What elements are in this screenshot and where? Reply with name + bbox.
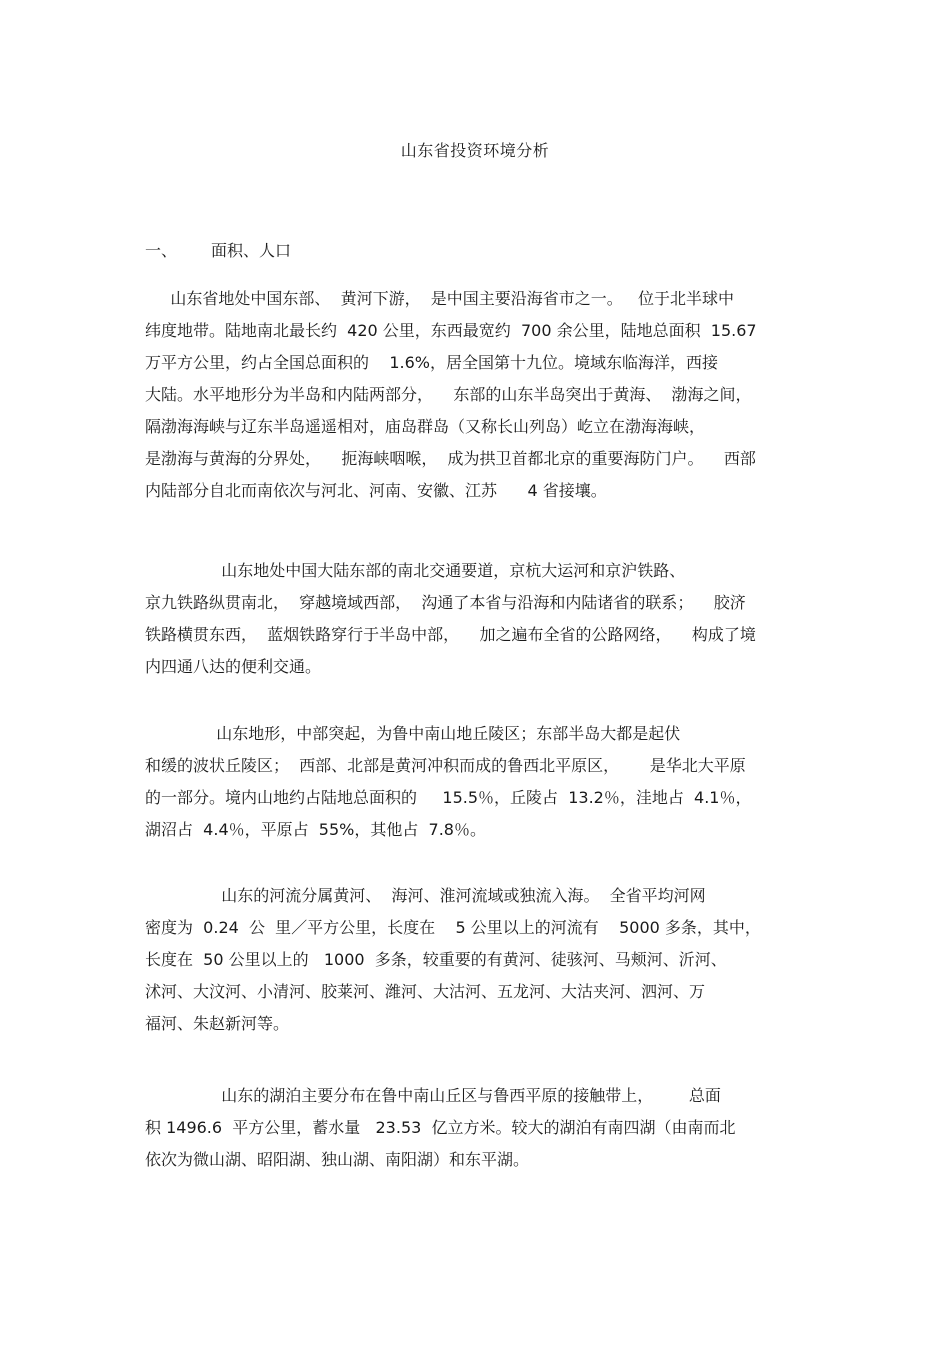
paragraph-line: 积 1496.6 平方公里，蓄水量 23.53 亿立方米。较大的湖泊有南四湖（由南而北 <box>145 1118 736 1137</box>
paragraph-line: 湖沼占 4.4％，平原占 55%，其他占 7.8％。 <box>145 820 486 839</box>
paragraph-line: 万平方公里，约占全国总面积的 1.6%，居全国第十九位。境域东临海洋，西接 <box>145 353 718 372</box>
page-title: 山东省投资环境分析 <box>400 141 550 160</box>
paragraph-line: 沭河、大汶河、小清河、胶莱河、潍河、大沽河、五龙河、大沽夹河、泗河、万 <box>145 982 706 1001</box>
paragraph-line: 的一部分。境内山地约占陆地总面积的 15.5％，丘陵占 13.2％，洼地占 4.1％， <box>145 788 752 807</box>
paragraph-line: 是渤海与黄海的分界处， 扼海峡咽喉， 成为拱卫首都北京的重要海防门户。 西部 <box>145 449 756 468</box>
paragraph-line: 山东地形，中部突起，为鲁中南山地丘陵区；东部半岛大都是起伏 <box>145 724 681 743</box>
paragraph-line: 纬度地带。陆地南北最长约 420 公里，东西最宽约 700 余公里，陆地总面积 15.67 <box>145 321 757 340</box>
section-title: 面积、人口 <box>211 241 292 260</box>
paragraph-line: 铁路横贯东西， 蓝烟铁路穿行于半岛中部， 加之遍布全省的公路网络， 构成了境 <box>145 625 756 644</box>
paragraph-line: 密度为 0.24 公 里／平方公里，长度在 5 公里以上的河流有 5000 多条，其中， <box>145 918 761 937</box>
section-heading <box>145 238 291 261</box>
paragraph-line: 和缓的波状丘陵区； 西部、北部是黄河冲积而成的鲁西北平原区， 是华北大平原 <box>145 756 746 775</box>
paragraph-line: 山东地处中国大陆东部的南北交通要道，京杭大运河和京沪铁路、 <box>145 561 686 580</box>
section-number: 一、 <box>145 241 178 260</box>
paragraph-line: 山东的湖泊主要分布在鲁中南山丘区与鲁西平原的接触带上， 总面 <box>145 1086 721 1105</box>
paragraph-transport <box>145 555 810 683</box>
paragraph-rivers <box>145 880 810 1040</box>
paragraph-line: 依次为微山湖、昭阳湖、独山湖、南阳湖）和东平湖。 <box>145 1150 530 1169</box>
paragraph-line: 大陆。水平地形分为半岛和内陆两部分， 东部的山东半岛突出于黄海、 渤海之间， <box>145 385 752 404</box>
paragraph-line: 山东省地处中国东部、 黄河下游， 是中国主要沿海省市之一。 位于北半球中 <box>145 289 735 308</box>
paragraph-line: 京九铁路纵贯南北， 穿越境域西部， 沟通了本省与沿海和内陆诸省的联系； 胶济 <box>145 593 746 612</box>
paragraph-line: 山东的河流分属黄河、 海河、淮河流域或独流入海。 全省平均河网 <box>145 886 706 905</box>
paragraph-line: 长度在 50 公里以上的 1000 多条，较重要的有黄河、徒骇河、马颊河、沂河、 <box>145 950 727 969</box>
paragraph-lakes <box>145 1080 810 1176</box>
paragraph-terrain <box>145 718 810 846</box>
paragraph-line: 内四通八达的便利交通。 <box>145 657 322 676</box>
paragraph-area-population <box>145 283 810 507</box>
paragraph-line: 福河、朱赵新河等。 <box>145 1014 290 1033</box>
paragraph-line: 隔渤海海峡与辽东半岛遥遥相对，庙岛群岛（又称长山列岛）屹立在渤海海峡， <box>145 417 706 436</box>
paragraph-line: 内陆部分自北而南依次与河北、河南、安徽、江苏 4 省接壤。 <box>145 481 607 500</box>
